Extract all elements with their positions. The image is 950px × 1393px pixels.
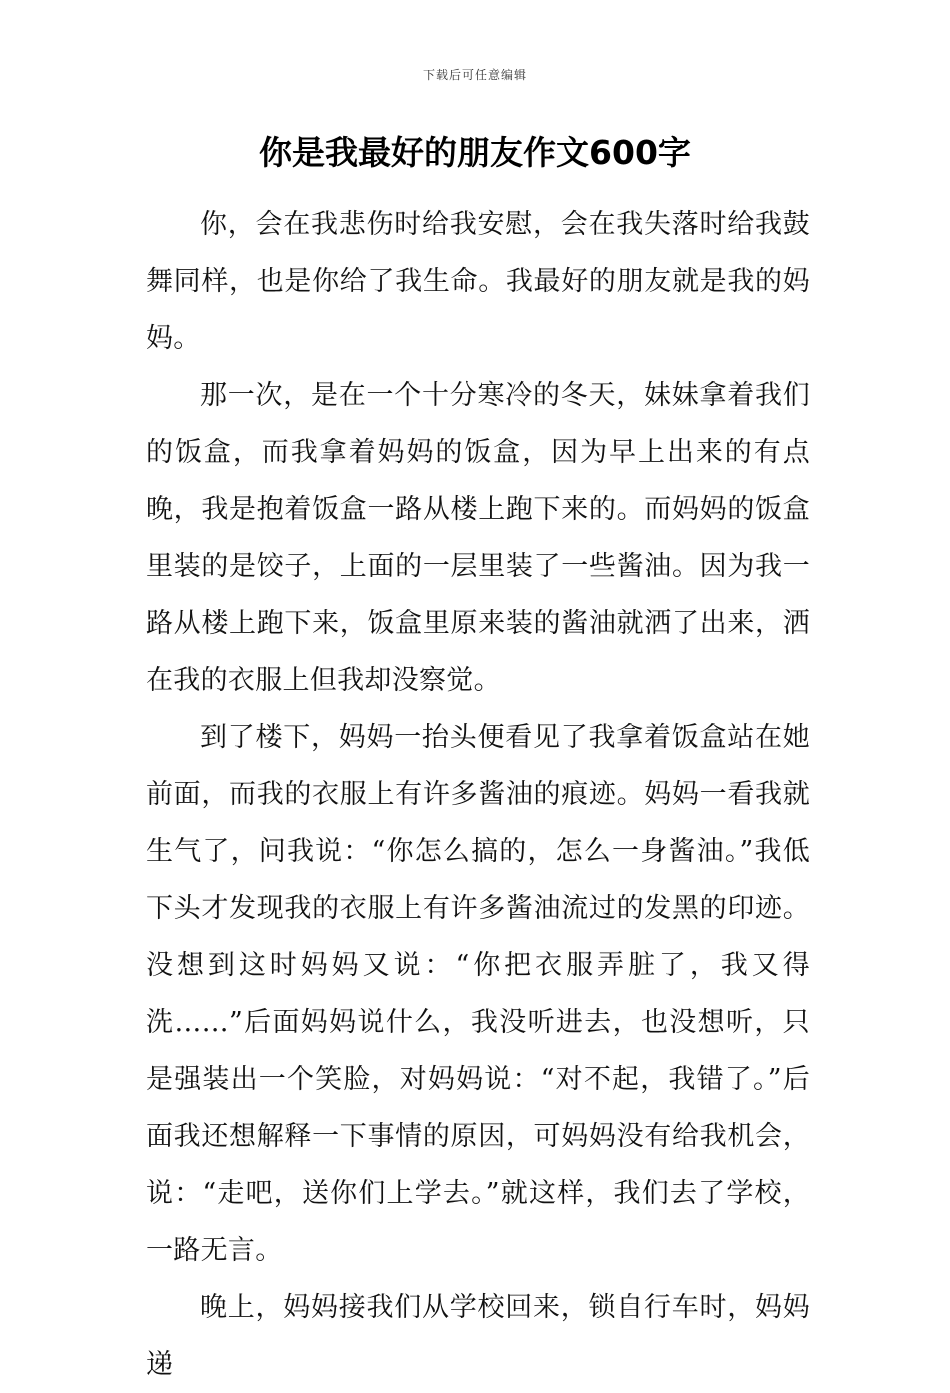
header-note: 下载后可任意编辑: [422, 68, 527, 82]
paragraph-3: 到了楼下，妈妈一抬头便看见了我拿着饭盒站在她前面，而我的衣服上有许多酱油的痕迹。妈妈一看我就生气了，问我说：“你怎么搞的，怎么一身酱油。”我低下头才发现我的衣服上有许多酱油流过的发黑的印迹。没想到这时妈妈又说：“你把衣服弄脏了，我又得洗……”后面妈妈说什么，我没听进去，也没想听，只是强装出一个笑脸，对妈妈说：“对不起，我错了。”后面我还想解释一下事情的原因，可妈妈没有给我机会，说：“走吧，送你们上学去。”就这样，我们去了学校，一路无言。: [146, 722, 810, 1266]
paragraph-1: 你，会在我悲伤时给我安慰，会在我失落时给我鼓舞同样，也是你给了我生命。我最好的朋友就是我的妈妈。: [146, 209, 810, 354]
paragraph-4: 晚上，妈妈接我们从学校回来，锁自行车时，妈妈递: [146, 1292, 810, 1380]
essay-body: [146, 196, 810, 1393]
paragraph-2: 那一次，是在一个十分寒冷的冬天，妹妹拿着我们的饭盒，而我拿着妈妈的饭盒，因为早上出来的有点晚，我是抱着饭盒一路从楼上跑下来的。而妈妈的饭盒里装的是饺子，上面的一层里装了一些酱油。因为我一路从楼上跑下来，饭盒里原来装的酱油就洒了出来，洒在我的衣服上但我却没察觉。: [146, 380, 810, 696]
essay-title: 你是我最好的朋友作文600字: [259, 133, 691, 172]
